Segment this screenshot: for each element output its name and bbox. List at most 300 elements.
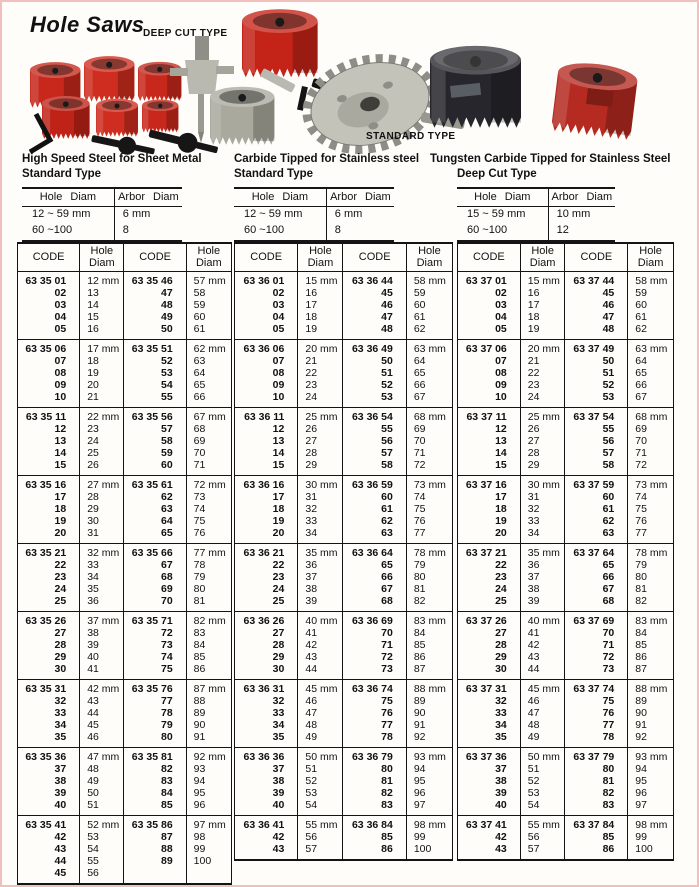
arbor-diam-header: Arbor Diam <box>551 191 613 203</box>
hole-header-line: Hole <box>531 245 554 257</box>
hole-diam-value: 94 <box>413 763 426 775</box>
code-value: 78 <box>602 731 615 743</box>
code-value: 72 <box>602 651 615 663</box>
hole-diam-value: 67 <box>413 391 426 403</box>
hole-diam-cell <box>407 612 452 679</box>
hole-diam-value: 50 mm <box>305 751 338 763</box>
hole-diam-value: 62 mm <box>193 343 226 355</box>
hole-diam-cell <box>628 680 673 747</box>
code-value: 63 37 31 <box>465 683 507 695</box>
row-group <box>18 543 231 611</box>
code-value: 83 <box>602 799 615 811</box>
code-value: 32 <box>272 695 285 707</box>
hole-diam-value: 72 <box>413 459 426 471</box>
hole-diam-value: 56 <box>87 867 99 879</box>
code-value: 38 <box>54 775 67 787</box>
code-value: 37 <box>495 763 507 775</box>
hole-diam-value: 95 <box>193 787 206 799</box>
code-value: 03 <box>495 299 507 311</box>
code-value: 63 37 01 <box>465 275 507 287</box>
code-value: 63 36 11 <box>244 411 285 423</box>
code-value: 58 <box>160 435 173 447</box>
code-value: 30 <box>54 663 67 675</box>
code-value: 60 <box>160 459 173 471</box>
code-value: 67 <box>381 583 393 595</box>
hole-diam-value: 52 <box>305 775 318 787</box>
spec-sections <box>2 152 699 240</box>
code-value: 77 <box>381 719 393 731</box>
arbor-diam-value: 8 <box>122 223 129 236</box>
code-value: 40 <box>54 799 67 811</box>
code-value: 76 <box>381 707 393 719</box>
code-value: 40 <box>495 799 507 811</box>
hole-diam-value: 20 mm <box>527 343 560 355</box>
code-cell <box>343 408 406 475</box>
hole-diam-value: 28 <box>305 447 318 459</box>
code-header-label: CODE <box>139 250 171 263</box>
code-cell <box>124 340 186 407</box>
hole-diam-value: 61 <box>193 323 206 335</box>
hole-diam-value: 82 <box>635 595 647 607</box>
hole-diam-value: 21 <box>305 355 318 367</box>
hole-diam-value: 66 <box>193 391 206 403</box>
code-value: 23 <box>495 571 507 583</box>
code-cell <box>343 476 406 543</box>
code-value: 34 <box>54 719 67 731</box>
hole-diam-value: 90 <box>193 719 206 731</box>
hole-diam-value: 100 <box>193 855 212 867</box>
code-value: 37 <box>54 763 67 775</box>
code-value: 48 <box>160 299 173 311</box>
code-value: 63 37 54 <box>573 411 615 423</box>
hole-diam-value: 86 <box>413 651 426 663</box>
code-value: 82 <box>602 787 615 799</box>
code-value: 46 <box>602 299 615 311</box>
hole-header-line: Diam <box>307 256 334 269</box>
hole-diam-cell <box>521 408 566 475</box>
hole-diam-value: 98 mm <box>413 819 446 831</box>
code-column-header <box>565 244 628 271</box>
row-group <box>235 747 452 815</box>
code-header-label: CODE <box>472 250 505 263</box>
code-value: 86 <box>381 843 393 855</box>
code-value: 65 <box>160 527 173 539</box>
table-header-row <box>18 244 231 271</box>
hole-diam-value: 47 <box>305 707 318 719</box>
code-value: 17 <box>272 491 285 503</box>
hole-diam-value: 63 mm <box>635 343 668 355</box>
hole-diam-value: 48 <box>87 763 99 775</box>
code-value: 63 36 26 <box>243 615 285 627</box>
table-panel-tungsten-carbide-deep-cut <box>457 242 674 861</box>
hole-diam-value: 84 <box>635 627 647 639</box>
hole-diam-cell <box>407 680 452 747</box>
hole-diam-cell <box>187 544 231 611</box>
code-cell <box>458 680 521 747</box>
code-value: 63 35 81 <box>131 751 173 763</box>
hole-header-line: Diam <box>89 256 115 269</box>
hole-diam-value: 15 mm <box>305 275 338 287</box>
code-value: 19 <box>495 515 507 527</box>
code-cell <box>18 340 80 407</box>
hole-diam-value: 64 <box>635 355 647 367</box>
hole-diam-value: 57 <box>305 843 318 855</box>
hole-diam-value: 61 <box>635 311 647 323</box>
hole-diam-value: 43 <box>305 651 318 663</box>
hole-diam-value: 69 <box>635 423 647 435</box>
code-cell <box>124 544 186 611</box>
code-value: 10 <box>272 391 285 403</box>
code-value: 63 37 06 <box>465 343 507 355</box>
code-value: 78 <box>381 731 393 743</box>
code-value: 76 <box>602 707 615 719</box>
hole-diam-value: 72 <box>635 459 647 471</box>
code-value: 73 <box>381 663 393 675</box>
hole-diam-value: 86 <box>193 663 206 675</box>
hole-diam-value: 17 <box>305 299 318 311</box>
hole-diam-value: 16 <box>305 287 318 299</box>
hole-diam-value: 85 <box>635 639 647 651</box>
code-value: 63 35 26 <box>25 615 67 627</box>
code-value: 84 <box>160 787 173 799</box>
hole-header-line: Diam <box>637 256 664 269</box>
hole-diam-value: 34 <box>87 571 99 583</box>
hole-diam-value: 36 <box>87 595 99 607</box>
hole-diam-value: 41 <box>305 627 318 639</box>
hole-diam-value: 75 <box>635 503 647 515</box>
section-title-line1: Carbide Tipped for Stainless steel <box>234 153 420 165</box>
code-value: 63 37 44 <box>573 275 615 287</box>
code-value: 63 35 31 <box>25 683 67 695</box>
hole-diam-value: 81 <box>413 583 426 595</box>
code-value: 34 <box>495 719 507 731</box>
code-column-header <box>124 244 186 271</box>
code-cell <box>235 408 298 475</box>
code-value: 70 <box>602 627 615 639</box>
code-value: 39 <box>495 787 507 799</box>
code-cell <box>124 816 186 883</box>
code-value: 43 <box>495 843 507 855</box>
code-value: 18 <box>272 503 285 515</box>
code-cell <box>124 748 186 815</box>
hole-diam-value: 79 <box>193 571 206 583</box>
code-cell <box>458 748 521 815</box>
hole-diam-value: 82 mm <box>193 615 226 627</box>
table-panel-carbide-tipped <box>234 242 453 861</box>
hole-diam-value: 69 <box>413 423 426 435</box>
code-value: 79 <box>160 719 173 731</box>
hole-diam-range: 12 ~ 59 mm <box>22 207 115 223</box>
hole-diam-value: 36 <box>305 559 318 571</box>
hole-diam-value: 70 <box>413 435 426 447</box>
hole-diam-value: 51 <box>527 763 540 775</box>
hole-diam-cell <box>521 680 566 747</box>
hole-diam-value: 28 <box>87 491 99 503</box>
section-title-line2: Standard Type <box>22 168 102 180</box>
code-header-label: CODE <box>32 250 65 263</box>
code-value: 72 <box>160 627 173 639</box>
code-value: 17 <box>54 491 67 503</box>
code-value: 35 <box>54 731 67 743</box>
hole-diam-value: 17 <box>527 299 540 311</box>
hole-diam-value: 33 <box>87 559 99 571</box>
hole-diam-value: 64 <box>413 355 426 367</box>
hole-header-line: Diam <box>529 256 556 269</box>
hole-diam-value: 46 <box>87 731 99 743</box>
code-cell <box>235 340 298 407</box>
hole-diam-range: 12 ~ 59 mm <box>234 207 327 223</box>
hole-diam-value: 53 <box>527 787 540 799</box>
photo-carbide-tipped-cutter <box>210 68 296 145</box>
hole-diam-value: 40 <box>87 651 99 663</box>
code-cell <box>458 272 521 339</box>
code-column-header <box>458 244 521 271</box>
code-value: 63 36 44 <box>351 275 393 287</box>
hole-diam-value: 55 mm <box>527 819 560 831</box>
code-value: 57 <box>381 447 393 459</box>
code-value: 47 <box>381 311 393 323</box>
code-value: 08 <box>495 367 507 379</box>
arbor-diam-value: 6 mm <box>122 208 151 220</box>
code-value: 89 <box>160 855 173 867</box>
code-value: 86 <box>602 843 615 855</box>
hole-diam-value: 46 <box>527 695 540 707</box>
hole-diam-header: Hole Diam <box>234 189 327 206</box>
code-value: 28 <box>495 639 507 651</box>
row-group <box>235 815 452 859</box>
hole-diam-value: 39 <box>87 639 99 651</box>
code-value: 62 <box>160 491 173 503</box>
hole-diam-value: 27 <box>527 435 540 447</box>
code-cell <box>18 612 80 679</box>
code-value: 23 <box>272 571 285 583</box>
hole-diam-range: 60 ~100 <box>22 223 115 241</box>
hole-diam-value: 93 mm <box>635 751 668 763</box>
code-value: 63 <box>602 527 615 539</box>
hole-diam-value: 94 <box>193 775 206 787</box>
hole-diam-value: 99 <box>193 843 206 855</box>
hole-diam-value: 74 <box>413 491 426 503</box>
hole-diam-value: 16 <box>87 323 99 335</box>
code-value: 78 <box>160 707 173 719</box>
hole-diam-value: 80 <box>635 571 647 583</box>
code-cell <box>565 272 628 339</box>
code-value: 32 <box>495 695 507 707</box>
row-group <box>458 747 673 815</box>
code-cell <box>565 612 628 679</box>
code-value: 63 36 21 <box>243 547 285 559</box>
code-value: 49 <box>160 311 173 323</box>
code-cell <box>343 816 406 859</box>
hole-diam-cell <box>628 340 673 407</box>
code-value: 39 <box>272 787 285 799</box>
hole-diam-value: 48 <box>305 719 318 731</box>
hole-diam-value: 19 <box>527 323 540 335</box>
hole-diam-value: 78 mm <box>635 547 668 559</box>
hole-diam-cell <box>407 272 452 339</box>
code-value: 29 <box>54 651 67 663</box>
code-value: 25 <box>54 595 67 607</box>
code-cell <box>18 816 80 883</box>
hole-diam-value: 83 <box>193 627 206 639</box>
section-title-line1: Tungsten Carbide Tipped for Stainless Steel <box>430 153 671 165</box>
code-value: 23 <box>54 571 67 583</box>
code-value: 63 36 74 <box>351 683 393 695</box>
code-column-header <box>18 244 80 271</box>
code-header-label: CODE <box>250 250 283 263</box>
hole-diam-value: 26 <box>87 459 99 471</box>
code-cell <box>235 748 298 815</box>
row-group <box>18 815 231 883</box>
hole-diam-value: 83 mm <box>635 615 668 627</box>
hole-diam-value: 45 mm <box>305 683 338 695</box>
code-value: 15 <box>272 459 285 471</box>
hole-diam-value: 35 <box>87 583 99 595</box>
hole-diam-value: 53 <box>87 831 99 843</box>
code-value: 62 <box>602 515 615 527</box>
hole-diam-cell <box>80 340 124 407</box>
code-value: 63 35 06 <box>25 343 67 355</box>
hole-diam-value: 62 <box>635 323 647 335</box>
hole-diam-value: 65 <box>193 379 206 391</box>
code-value: 61 <box>602 503 615 515</box>
code-value: 63 35 51 <box>131 343 173 355</box>
code-value: 27 <box>495 627 507 639</box>
hole-diam-value: 68 <box>193 423 206 435</box>
code-cell <box>565 544 628 611</box>
code-value: 64 <box>160 515 173 527</box>
hole-diam-value: 40 mm <box>527 615 560 627</box>
hole-diam-value: 37 <box>527 571 540 583</box>
main-table <box>2 242 699 887</box>
hole-diam-value: 71 <box>635 447 647 459</box>
hole-diam-value: 55 <box>87 855 99 867</box>
code-value: 27 <box>54 627 67 639</box>
code-value: 77 <box>602 719 615 731</box>
code-cell <box>565 816 628 859</box>
hole-header-line: Hole <box>309 245 332 257</box>
code-value: 77 <box>160 695 173 707</box>
hole-diam-value: 87 mm <box>193 683 226 695</box>
hole-diam-value: 68 mm <box>413 411 446 423</box>
code-value: 63 37 74 <box>573 683 615 695</box>
code-value: 68 <box>602 595 615 607</box>
hole-diam-cell <box>298 680 343 747</box>
hole-diam-value: 62 <box>413 323 426 335</box>
row-group <box>235 339 452 407</box>
hole-diam-value: 32 mm <box>87 547 120 559</box>
hole-diam-value: 89 <box>635 695 647 707</box>
hole-diam-cell <box>298 612 343 679</box>
hole-diam-column-header <box>628 244 673 271</box>
hole-diam-value: 34 <box>305 527 318 539</box>
code-value: 63 35 11 <box>25 411 67 423</box>
hole-diam-value: 31 <box>305 491 318 503</box>
hole-diam-value: 19 <box>305 323 318 335</box>
code-cell <box>235 816 298 859</box>
hole-diam-value: 97 mm <box>193 819 226 831</box>
code-cell <box>124 612 186 679</box>
row-group <box>458 679 673 747</box>
code-value: 63 37 41 <box>465 819 507 831</box>
hole-diam-cell <box>187 748 231 815</box>
code-value: 72 <box>381 651 393 663</box>
hole-diam-value: 22 <box>305 367 318 379</box>
code-value: 14 <box>272 447 285 459</box>
hole-diam-value: 79 <box>635 559 647 571</box>
hole-diam-value: 30 <box>87 515 99 527</box>
hole-diam-value: 81 <box>635 583 647 595</box>
code-value: 09 <box>272 379 285 391</box>
hole-diam-value: 100 <box>635 843 653 855</box>
row-group <box>18 611 231 679</box>
hole-diam-value: 15 mm <box>527 275 560 287</box>
code-value: 08 <box>54 367 67 379</box>
hole-diam-value: 95 <box>413 775 426 787</box>
hole-diam-value: 15 <box>87 311 99 323</box>
hole-diam-value: 19 <box>87 367 99 379</box>
code-header-label: CODE <box>358 250 391 263</box>
hole-diam-value: 32 <box>305 503 318 515</box>
row-group <box>235 679 452 747</box>
code-value: 63 36 59 <box>351 479 393 491</box>
hole-diam-value: 87 <box>635 663 647 675</box>
hole-diam-value: 90 <box>413 707 426 719</box>
code-value: 82 <box>160 763 173 775</box>
code-cell <box>18 408 80 475</box>
hole-diam-header: Hole Diam <box>457 189 549 206</box>
row-group <box>235 543 452 611</box>
code-cell <box>18 748 80 815</box>
hole-diam-value: 29 <box>305 459 318 471</box>
code-value: 73 <box>160 639 173 651</box>
code-value: 63 37 11 <box>466 411 507 423</box>
hole-diam-value: 31 <box>527 491 540 503</box>
hole-diam-value: 96 <box>635 787 647 799</box>
hole-diam-value: 49 <box>87 775 99 787</box>
hole-diam-value: 23 <box>87 423 99 435</box>
code-value: 22 <box>54 559 67 571</box>
hole-diam-value: 60 <box>413 299 426 311</box>
section-title-line2: Standard Type <box>234 168 314 180</box>
code-value: 05 <box>54 323 67 335</box>
code-cell <box>235 272 298 339</box>
hole-diam-value: 83 mm <box>413 615 446 627</box>
hole-diam-value: 71 <box>193 459 206 471</box>
hole-diam-value: 24 <box>305 391 318 403</box>
hole-diam-value: 79 <box>413 559 426 571</box>
code-value: 65 <box>381 559 393 571</box>
hole-diam-value: 37 mm <box>87 615 120 627</box>
code-value: 63 37 49 <box>573 343 615 355</box>
hole-diam-value: 76 <box>193 527 206 539</box>
code-value: 63 36 31 <box>243 683 285 695</box>
code-value: 50 <box>602 355 615 367</box>
hole-diam-value: 84 <box>413 627 426 639</box>
code-value: 85 <box>160 799 173 811</box>
code-value: 67 <box>602 583 615 595</box>
hole-diam-value: 24 <box>527 391 540 403</box>
hole-diam-value: 94 <box>635 763 647 775</box>
arbor-diam-header: Arbor Diam <box>330 191 391 203</box>
hole-diam-value: 44 <box>305 663 318 675</box>
code-cell <box>235 612 298 679</box>
code-cell <box>343 748 406 815</box>
hole-diam-value: 59 <box>193 299 206 311</box>
code-value: 42 <box>495 831 507 843</box>
code-cell <box>565 408 628 475</box>
hole-diam-value: 71 <box>413 447 426 459</box>
